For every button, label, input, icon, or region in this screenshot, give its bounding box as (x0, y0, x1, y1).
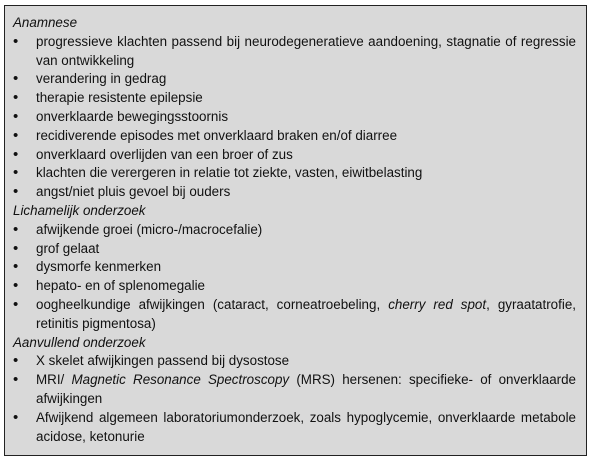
item-text: oogheelkundige afwijkingen (cataract, corneatroebeling, (36, 296, 389, 312)
item-text: verandering in gedrag (36, 71, 167, 87)
list-item (13, 33, 576, 71)
list-item (13, 258, 576, 277)
item-list (13, 221, 576, 334)
item-text: MRI/ (36, 372, 72, 388)
section-aanvullend-onderzoek (13, 334, 576, 447)
item-list (13, 33, 576, 202)
item-text: X skelet afwijkingen passend bij dysostose (36, 353, 290, 369)
item-text: klachten die verergeren in relatie tot ziekte, vasten, eiwitbelasting (36, 165, 423, 181)
item-text: (MRS) hersenen: specifieke- of onverklaarde afwijkingen (36, 372, 576, 406)
list-item (13, 371, 576, 409)
list-item (13, 221, 576, 240)
info-box (4, 5, 587, 456)
list-item (13, 183, 576, 202)
item-text: therapie resistente epilepsie (36, 90, 203, 106)
item-text-italic: cherry red spot (388, 296, 487, 312)
item-text: afwijkende groei (micro-/macrocefalie) (36, 221, 263, 237)
list-item (13, 89, 576, 108)
section-heading: Anamnese (13, 15, 78, 30)
item-text: onverklaarde bewegingsstoornis (36, 108, 229, 124)
item-text: recidiverende episodes met onverklaard braken en/of diarree (36, 127, 398, 143)
list-item (13, 127, 576, 146)
item-text: onverklaard overlijden van een broer of zus (36, 146, 293, 162)
list-item (13, 146, 576, 165)
section-heading: Aanvullend onderzoek (13, 334, 146, 350)
list-item (13, 296, 576, 334)
item-text: progressieve klachten passend bij neurodegeneratieve aandoening, stagnatie of regressie van ontwikkeling (36, 33, 576, 68)
section-heading: Lichamelijk onderzoek (13, 202, 146, 218)
item-text: angst/niet pluis gevoel bij ouders (36, 184, 231, 200)
item-list (13, 352, 576, 446)
section-anamnese (13, 14, 576, 202)
item-text: , gyraatatrofie, retinitis pigmentosa) (36, 296, 576, 331)
item-text: hepato- en of splenomegalie (36, 278, 205, 294)
list-item (13, 277, 576, 296)
list-item (13, 70, 576, 89)
item-text: grof gelaat (36, 240, 100, 256)
list-item (13, 108, 576, 127)
list-item (13, 409, 576, 447)
list-item (13, 352, 576, 371)
item-text: dysmorfe kenmerken (36, 259, 162, 275)
list-item (13, 164, 576, 183)
item-text: Afwijkend algemeen laboratoriumonderzoek, zoals hypoglycemie, onverklaarde metabole acidose, ketonurie (36, 409, 576, 444)
section-lichamelijk-onderzoek (13, 202, 576, 334)
item-text-italic: Magnetic Resonance Spectroscopy (71, 372, 290, 388)
list-item (13, 240, 576, 259)
